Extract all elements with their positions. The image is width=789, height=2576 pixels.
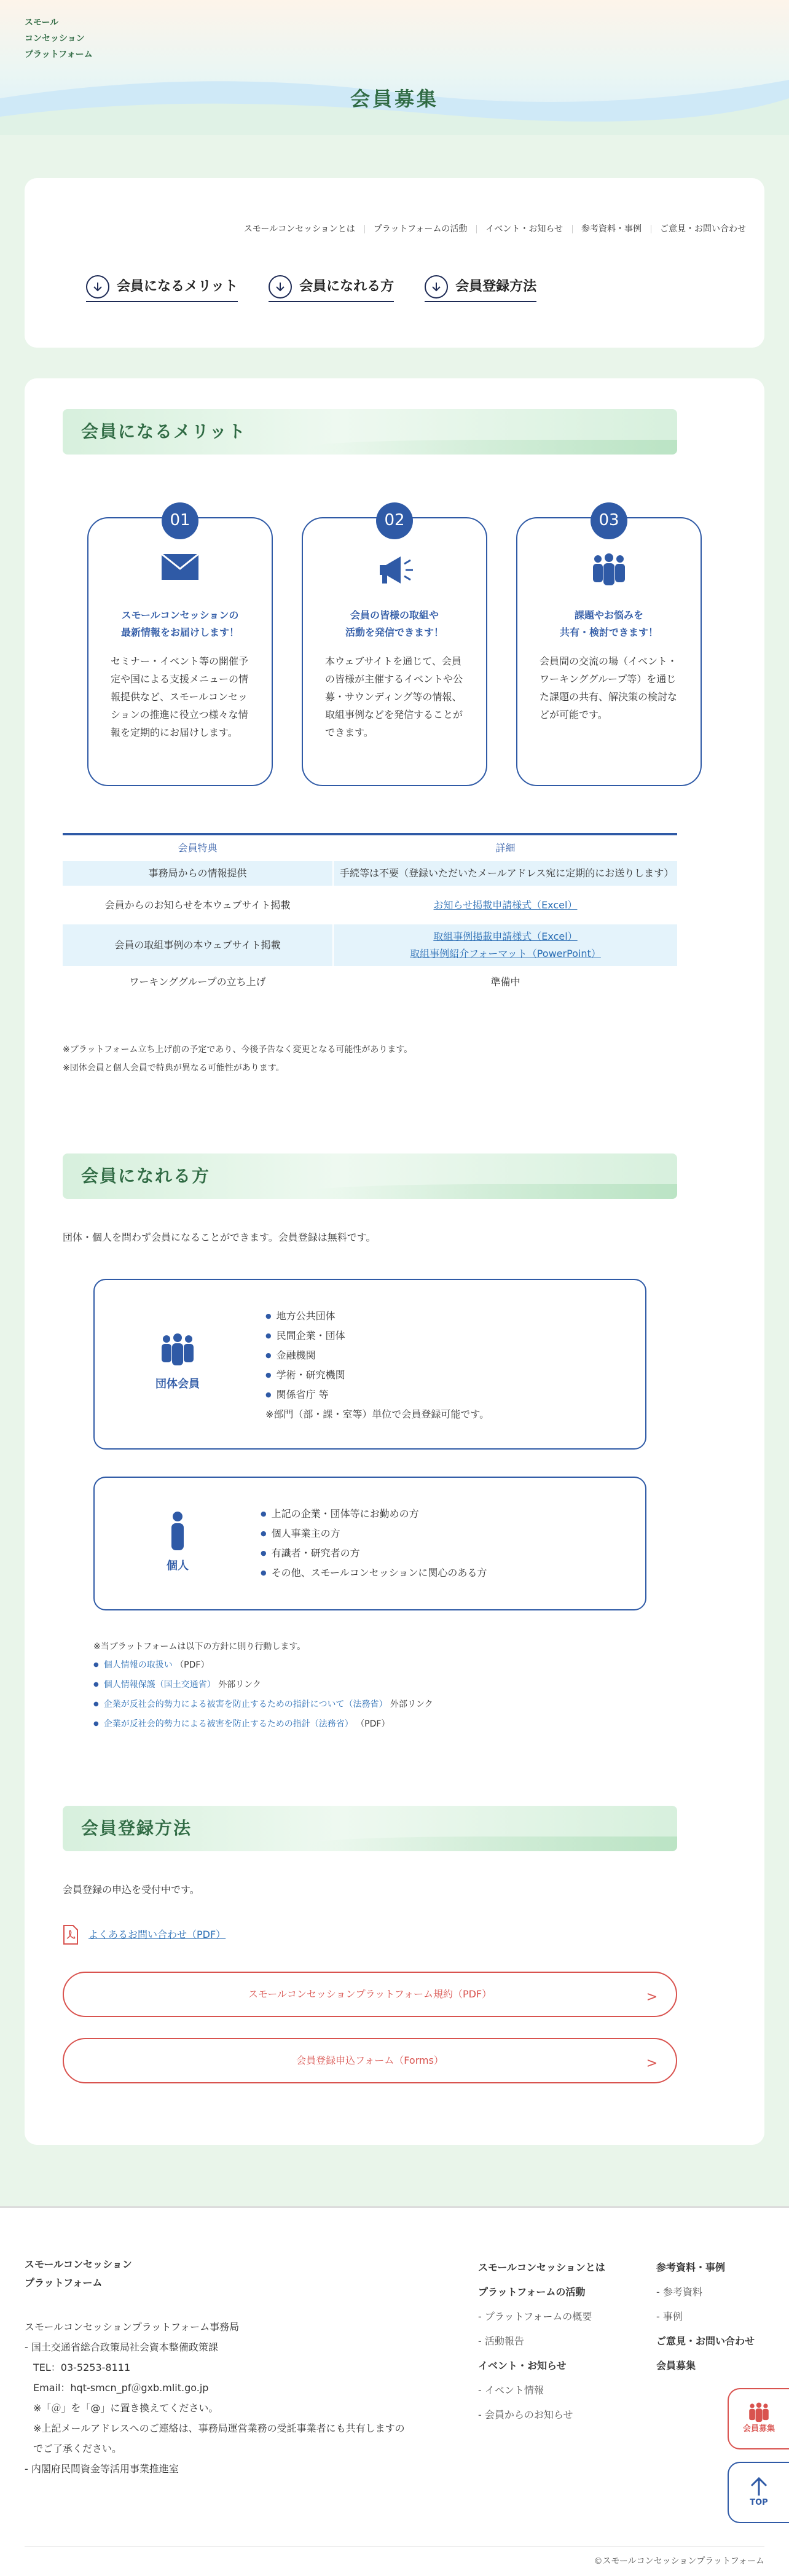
nav-item-resources[interactable]: 参考資料・事例	[581, 222, 642, 236]
table-cell-perk: 事務局からの情報提供	[63, 861, 333, 886]
footer-link[interactable]: - 会員からのお知らせ	[478, 2409, 573, 2421]
global-nav	[244, 222, 746, 236]
people-icon	[747, 2402, 771, 2423]
footer-link[interactable]: スモールコンセッションとは	[478, 2262, 605, 2273]
list-item: ● 個人事業主の方	[261, 1524, 487, 1544]
table-header: 会員特典	[63, 834, 333, 861]
people-icon	[158, 1333, 197, 1370]
list-item: ● 有識者・研究者の方	[261, 1544, 487, 1564]
list-item: ● 金融機関	[265, 1346, 489, 1366]
footer-link[interactable]: - 事例	[656, 2311, 683, 2322]
chevron-right-icon: >	[646, 1989, 658, 2005]
pdf-icon	[63, 1925, 79, 1945]
footer-link[interactable]: - 活動報告	[478, 2335, 524, 2347]
individual-member-type: 個人	[144, 1511, 211, 1575]
footer-link[interactable]: ご意見・お問い合わせ	[656, 2335, 755, 2347]
anchor-benefits[interactable]: 会員になるメリット	[86, 275, 238, 302]
back-to-top-button[interactable]: TOP	[728, 2462, 789, 2523]
terms-pdf-button[interactable]: スモールコンセッションプラットフォーム規約（PDF） >	[63, 1972, 677, 2017]
table-cell-perk: ワーキンググループの立ち上げ	[63, 967, 333, 997]
people-icon	[517, 553, 701, 595]
antisocial-guideline-link[interactable]: 企業が反社会的勢力による被害を防止するための指針について（法務省）	[103, 1700, 388, 1709]
megaphone-icon	[303, 553, 486, 592]
benefit-card-body: セミナー・イベント等の開催予定や国による支援メニューの情報提供など、スモールコンセッションの推進に役立つ様々な情報を定期的にお届けします。	[111, 655, 249, 738]
benefit-notes: ※プラットフォーム立ち上げ前の予定であり、今後予告なく変更となる可能性があります。 ※団体会員と個人会員で特典が異なる可能性があります。	[63, 1045, 413, 1073]
group-member-card	[93, 1279, 646, 1450]
footer-link[interactable]: - イベント情報	[478, 2384, 544, 2396]
anchor-eligibility[interactable]: 会員になれる方	[269, 275, 394, 302]
table-cell-perk: 会員の取組事例の本ウェブサイト掲載	[63, 924, 333, 967]
arrow-down-icon	[86, 275, 109, 299]
footer	[0, 2206, 789, 2576]
hero-banner	[0, 0, 789, 135]
floating-join-button[interactable]: 会員募集	[728, 2388, 789, 2449]
table-row	[63, 967, 677, 997]
footer-link[interactable]: 参考資料・事例	[656, 2262, 726, 2273]
group-member-note: ※部門（部・課・室等）単位で会員登録可能です。	[265, 1408, 490, 1420]
footer-link[interactable]: - 参考資料	[656, 2286, 702, 2298]
arrow-up-icon	[750, 2476, 768, 2497]
footer-nav-col-1	[478, 2255, 605, 2427]
antisocial-guideline-pdf-link[interactable]: 企業が反社会的勢力による被害を防止するための指針（法務省）	[103, 1719, 353, 1729]
benefits-table	[63, 833, 677, 997]
anchor-links	[86, 275, 536, 302]
nav-item-about[interactable]: スモールコンセッションとは	[243, 224, 355, 234]
case-format-link[interactable]: 取組事例紹介フォーマット（PowerPoint）	[410, 948, 601, 959]
list-item: ● 地方公共団体	[265, 1307, 489, 1327]
individual-member-list	[261, 1505, 487, 1583]
benefit-card-1	[87, 511, 273, 786]
policy-intro: ※当プラットフォームは以下の方針に則り行動します。	[93, 1642, 306, 1652]
benefit-card-title: 課題やお悩みを 共有・検討できます！	[559, 609, 658, 638]
list-item: ● 上記の企業・団体等にお勤めの方	[261, 1505, 487, 1524]
privacy-protection-link[interactable]: 個人情報保護（国土交通省）	[103, 1680, 216, 1690]
footer-link[interactable]: プラットフォームの活動	[478, 2286, 586, 2298]
benefit-card-2	[302, 511, 487, 786]
footer-nav-col-2	[656, 2255, 755, 2378]
privacy-policy-link[interactable]: 個人情報の取扱い	[103, 1660, 173, 1670]
benefit-card-title: スモールコンセッションの 最新情報をお届けします！	[120, 609, 239, 638]
benefit-number-badge: 03	[591, 502, 627, 539]
group-member-type: 団体会員	[144, 1333, 211, 1394]
person-icon	[168, 1511, 187, 1551]
benefit-card-3	[516, 511, 702, 786]
table-row	[63, 886, 677, 924]
registration-lead: 会員登録の申込を受付中です。	[63, 1884, 200, 1895]
benefit-number-badge: 01	[162, 502, 198, 539]
table-row	[63, 924, 677, 967]
group-member-list	[265, 1307, 489, 1425]
nav-item-activities[interactable]: プラットフォームの活動	[374, 222, 468, 236]
nav-item-contact[interactable]: ご意見・お問い合わせ	[660, 222, 746, 236]
eligibility-lead: 団体・個人を問わず会員になることができます。会員登録は無料です。	[63, 1231, 376, 1243]
footer-link[interactable]: イベント・お知らせ	[478, 2360, 567, 2371]
policy-item: ● 企業が反社会的勢力による被害を防止するための指針（法務省） （PDF）	[93, 1715, 433, 1735]
table-cell-perk: 会員からのお知らせを本ウェブサイト掲載	[63, 886, 333, 924]
table-cell-detail: 手続等は不要（登録いただいたメールアドレス宛に定期的にお送りします）	[333, 861, 677, 886]
footer-link[interactable]: - プラットフォームの概要	[478, 2311, 592, 2322]
navigation-card	[25, 178, 764, 348]
benefit-number-badge: 02	[376, 502, 413, 539]
policy-item: ● 個人情報の取扱い （PDF）	[93, 1656, 433, 1676]
list-item: ● その他、スモールコンセッションに関心のある方	[261, 1564, 487, 1583]
list-item: ● 関係省庁 等	[265, 1386, 489, 1405]
arrow-down-icon	[269, 275, 292, 299]
benefit-card-title: 会員の皆様の取組や 活動を発信できます！	[345, 609, 444, 638]
benefit-card-body: 会員間の交流の場（イベント・ワーキンググループ等）を通じた課題の共有、解決策の検討などが可能です。	[540, 655, 678, 720]
table-header: 詳細	[333, 834, 677, 861]
table-row	[63, 861, 677, 886]
case-form-link[interactable]: 取組事例掲載申請様式（Excel）	[433, 931, 578, 942]
anchor-registration[interactable]: 会員登録方法	[425, 275, 536, 302]
copyright: ©スモールコンセッションプラットフォーム	[25, 2547, 764, 2568]
site-logo[interactable]: スモール コンセッション プラットフォーム	[25, 18, 93, 60]
table-cell-detail: 準備中	[333, 967, 677, 997]
mail-icon	[88, 553, 272, 586]
benefit-card-body: 本ウェブサイトを通じて、会員の皆様が主催するイベントや公募・サウンディング等の情報、取組事例などを発信することができます。	[325, 655, 463, 738]
policy-list	[93, 1637, 433, 1735]
section-title-registration: 会員登録方法	[63, 1806, 677, 1851]
footer-logo[interactable]: スモールコンセッション プラットフォーム	[25, 2258, 132, 2289]
list-item: ● 民間企業・団体	[265, 1327, 489, 1346]
arrow-down-icon	[425, 275, 448, 299]
policy-item: ● 企業が反社会的勢力による被害を防止するための指針について（法務省） 外部リンク	[93, 1695, 433, 1715]
faq-pdf-link[interactable]: よくあるお問い合わせ（PDF）	[63, 1925, 226, 1945]
policy-item: ● 個人情報保護（国土交通省） 外部リンク	[93, 1676, 433, 1695]
section-title-benefits: 会員になるメリット	[63, 409, 677, 455]
list-item: ● 学術・研究機関	[265, 1366, 489, 1386]
section-title-eligibility: 会員になれる方	[63, 1153, 677, 1199]
chevron-right-icon: >	[646, 2056, 658, 2071]
footer-contact-info: スモールコンセッションプラットフォーム事務局 - 国土交通省総合政策局社会資本整備政策課 TEL：03-5253-8111 Email：hqt-smcn_pf＠gxb.mlit.go.jp ※「＠」を「@」に置き換えてください。 ※上記メールアドレスへのご連絡は、事務局運営業務の受託事業者にも共有しますのでご了承ください。 - 内閣府民間資金等活用事業推進室	[25, 2321, 405, 2475]
signup-form-button[interactable]: 会員登録申込フォーム（Forms） >	[63, 2038, 677, 2083]
page-title: 会員募集	[350, 87, 439, 111]
nav-item-events[interactable]: イベント・お知らせ	[485, 222, 563, 236]
notice-form-link[interactable]: お知らせ掲載申請様式（Excel）	[433, 899, 578, 911]
footer-link[interactable]: 会員募集	[656, 2360, 696, 2371]
individual-member-card	[93, 1477, 646, 1610]
